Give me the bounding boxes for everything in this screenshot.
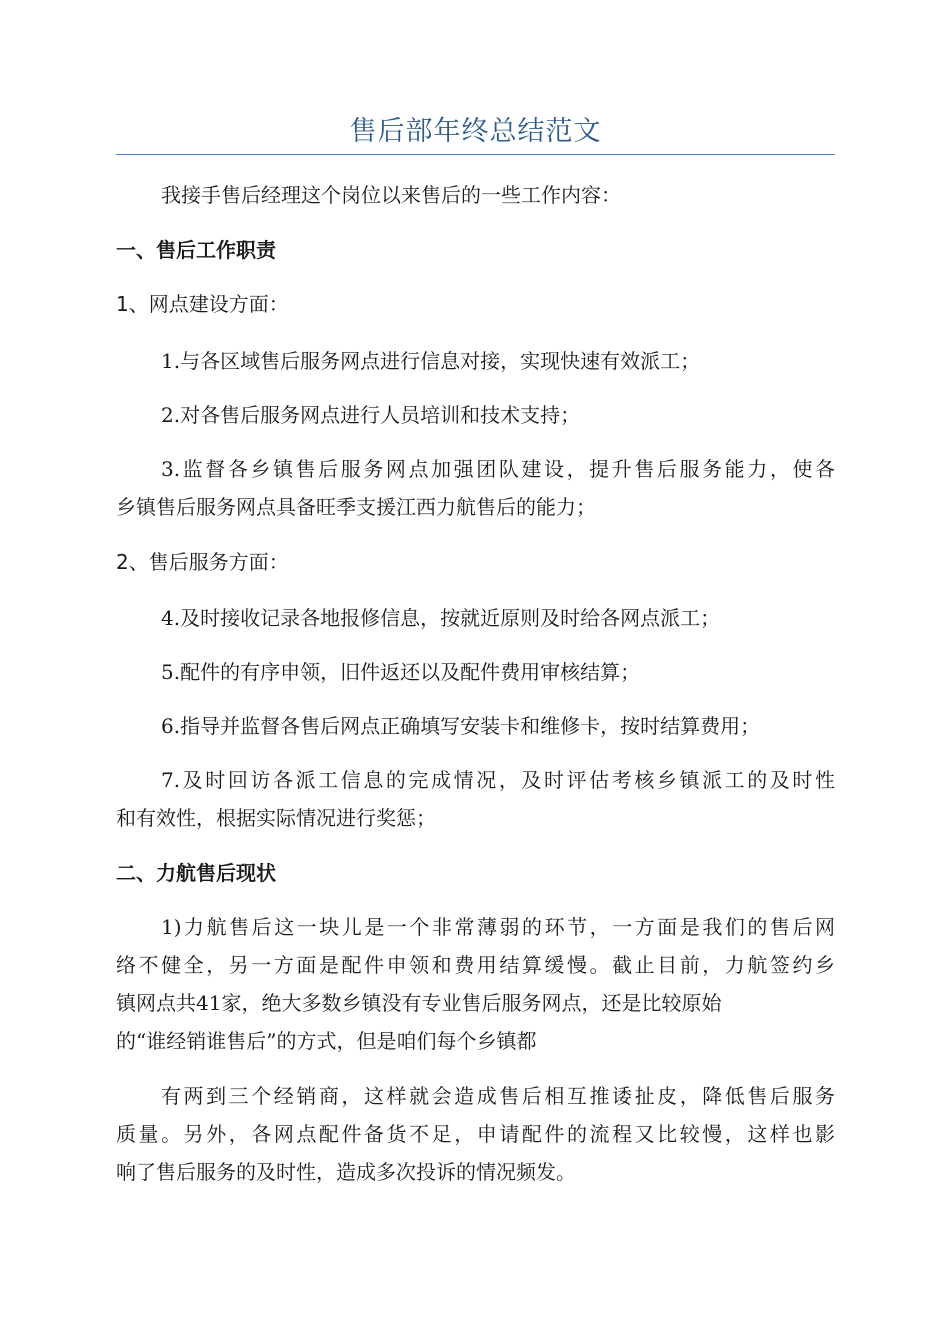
section-heading-duties: 一、售后工作职责 — [116, 238, 276, 262]
list-item-7-line2: 和有效性，根据实际情况进行奖惩； — [116, 806, 436, 830]
list-item-6: 6.指导并监督各售后网点正确填写安装卡和维修卡，按时结算费用； — [161, 714, 761, 738]
status-paragraph-1-line2: 络不健全，另一方面是配件申领和费用结算缓慢。截止目前，力航签约乡 — [116, 953, 835, 977]
document-title: 售后部年终总结范文 — [349, 116, 602, 147]
status-paragraph-2-line3: 响了售后服务的及时性，造成多次投诉的情况频发。 — [116, 1160, 576, 1184]
status-paragraph-1-line1: 1)力航售后这一块儿是一个非常薄弱的环节，一方面是我们的售后网 — [161, 915, 835, 939]
list-item-3-line2: 乡镇售后服务网点具备旺季支援江西力航售后的能力； — [116, 495, 596, 519]
status-paragraph-1-line4: 的“谁经销谁售后”的方式，但是咱们每个乡镇都 — [116, 1029, 537, 1053]
intro-paragraph: 我接手售后经理这个岗位以来售后的一些工作内容： — [161, 183, 621, 207]
list-item-7-line1: 7.及时回访各派工信息的完成情况，及时评估考核乡镇派工的及时性 — [161, 768, 835, 792]
section-heading-status: 二、力航售后现状 — [116, 861, 276, 885]
list-item-2: 2.对各售后服务网点进行人员培训和技术支持； — [161, 403, 581, 427]
subheading-service: 2、售后服务方面： — [116, 550, 289, 574]
list-item-5: 5.配件的有序申领，旧件返还以及配件费用审核结算； — [161, 660, 641, 684]
subheading-network: 1、网点建设方面： — [116, 292, 289, 316]
status-paragraph-2-line1: 有两到三个经销商，这样就会造成售后相互推诿扯皮，降低售后服务 — [161, 1084, 835, 1108]
status-paragraph-2-line2: 质量。另外，各网点配件备货不足，申请配件的流程又比较慢，这样也影 — [116, 1122, 835, 1146]
title-underline — [116, 154, 835, 155]
list-item-3-line1: 3.监督各乡镇售后服务网点加强团队建设，提升售后服务能力，使各 — [161, 457, 835, 481]
list-item-4: 4.及时接收记录各地报修信息，按就近原则及时给各网点派工； — [161, 606, 721, 630]
list-item-1: 1.与各区域售后服务网点进行信息对接，实现快速有效派工； — [161, 349, 701, 373]
status-paragraph-1-line3: 镇网点共41家，绝大多数乡镇没有专业售后服务网点，还是比较原始 — [116, 991, 722, 1015]
